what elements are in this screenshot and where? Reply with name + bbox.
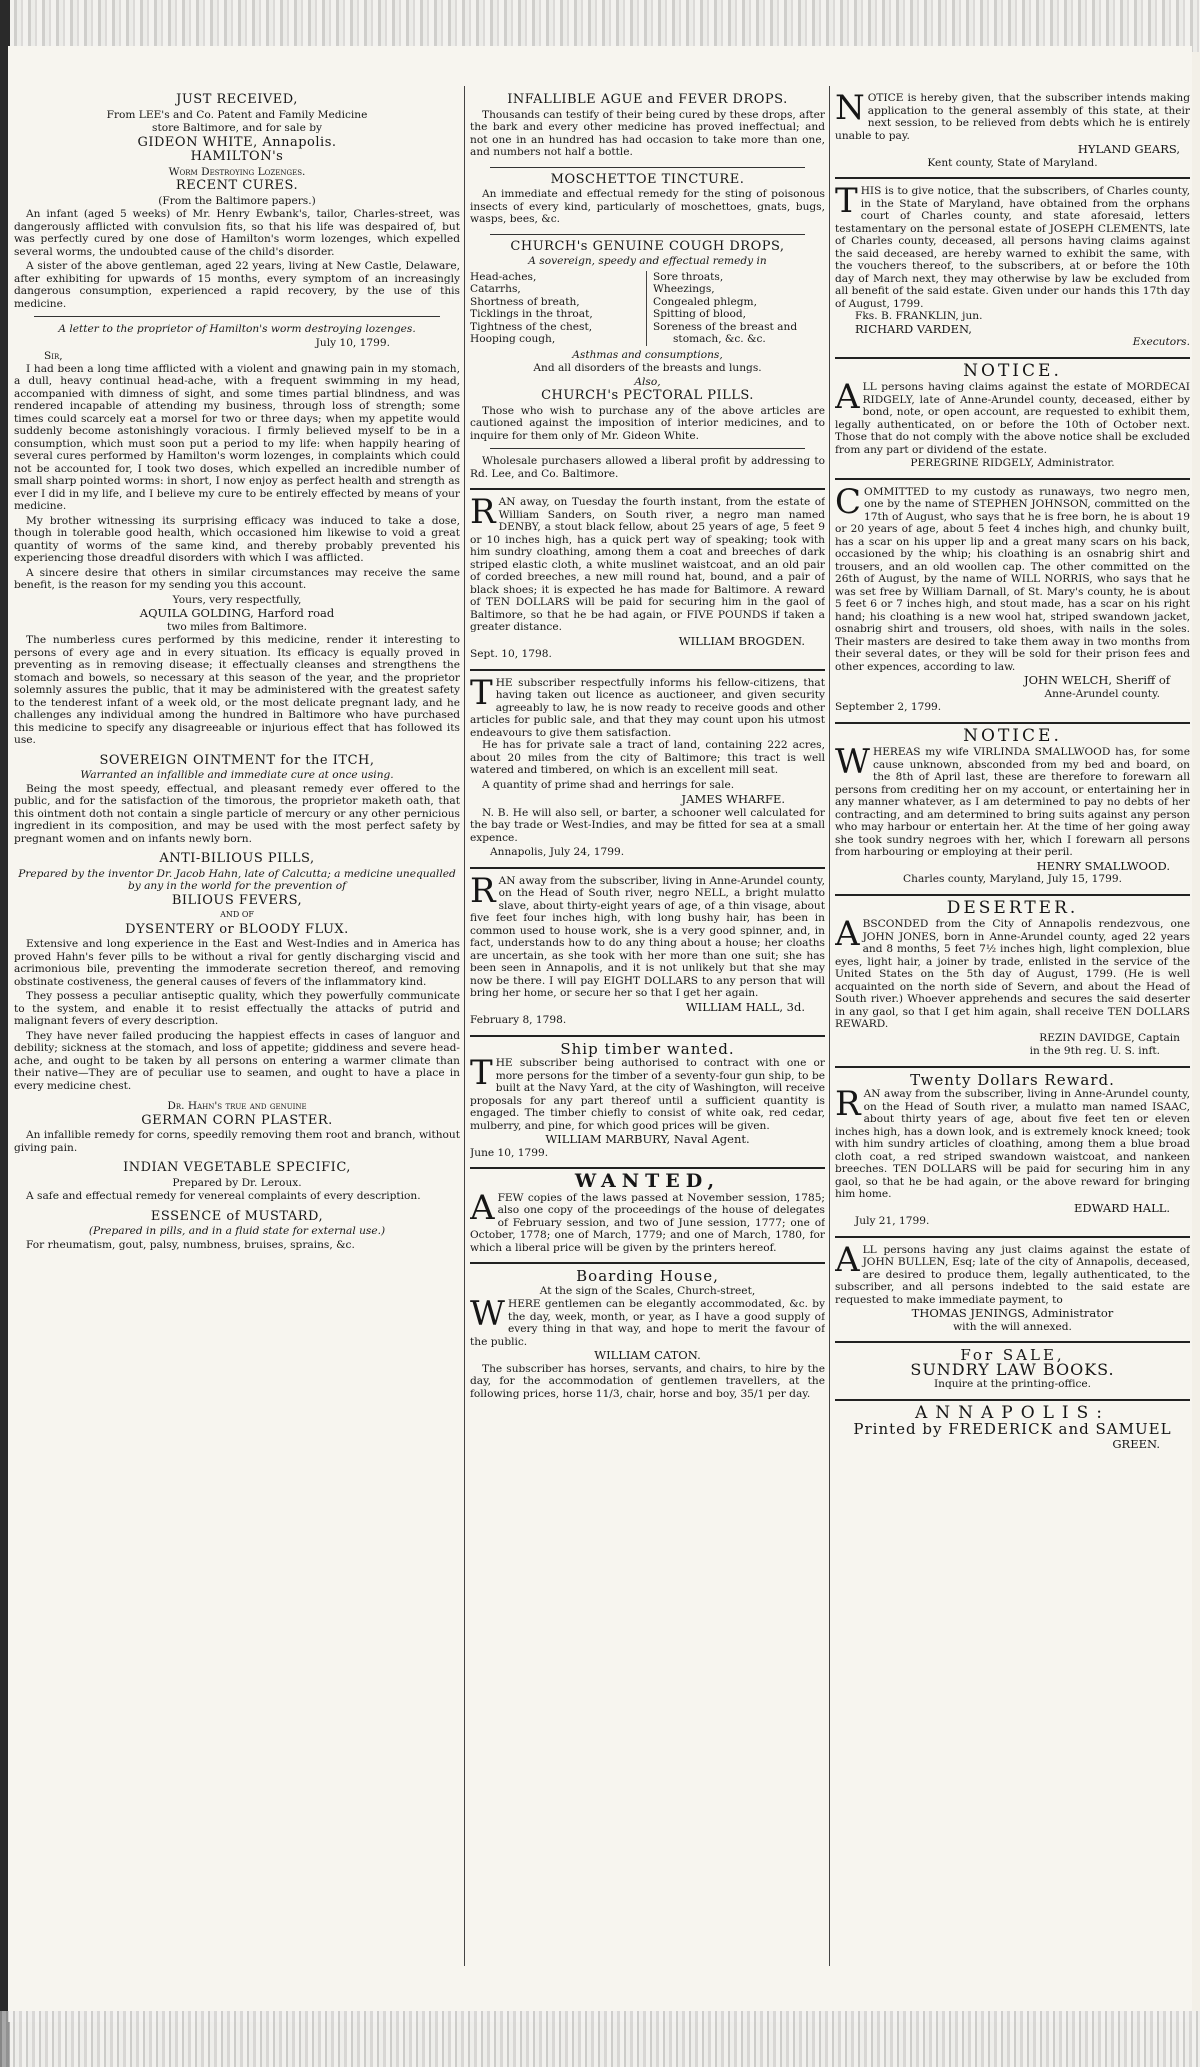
ad-paragraph: RAN away from the subscriber, living in Anne-Arundel county, on the Head of South river, a mulatto man named ISAAC, about thirty years of age, about five feet ten or eleven inches high, has a down look, and is extremely knock kneed; took with him sundry articles of cloathing, among them a blue broad cloth coat, a red striped swandown waistcoat, and nankeen breeches. TEN DOLLARS will be paid for securing him in any gaol, so that he be had again, or the above reward for bringing him home. <box>835 1084 1190 1200</box>
scan-border-top <box>0 0 1200 52</box>
ad-heading: WANTED, <box>574 1170 721 1192</box>
ad-heading: NOTICE. <box>963 725 1062 746</box>
ad-paragraph: RAN away, on Tuesday the fourth instant, from the estate of William Sanders, on South river, a negro man named DENBY, a stout black fellow, about 25 years of age, 5 feet 9 or 10 inches high, has a quick pert way of speaking; took with him sundry cloathing, among them a coat and breeches of dark striped elastic cloth, a white muslinet waistcoat, and an old pair of corded breeches, a new mill round hat, bound, and a pair of black shoes; it is expected he has made for Baltimore. A reward of TEN DOLLARS will be paid for securing him in the gaol of Baltimore, so that he be had again, or FIVE POUNDS if taken a greater distance. <box>470 492 825 633</box>
salutation: Sir, <box>44 350 63 362</box>
ad-signature: with the will annexed. <box>953 1320 1072 1333</box>
ad-paragraph: My brother witnessing its surprising efficacy was induced to take a dose, though in tolerable good health, which occasioned him likewise to void a great quantity of worms of the same kind, and thereby probably prevented his experiencing those dreadful disorders with which I was afflicted. <box>14 514 460 564</box>
ad-subheading: A sovereign, speedy and effectual remedy in <box>528 255 767 267</box>
wharfe-auctioneer-ad <box>470 672 825 859</box>
letter-close: Yours, very respectfully, <box>172 593 302 606</box>
ad-paragraph: The numberless cures performed by this medicine, render it interesting to persons of every age and in every situation. Its efficacy is equally proved in preventing as in removing disease; it effectually cleanses and strengthens the stomach and bowels, so necessary at this season of the year, and the proprietor solemnly assures the public, that it may be administered with the greatest safety to the tenderest infant of a week old, or the most delicate pregnant lady, and he challenges any individual among the hundred in Baltimore who have purchased this medicine to specify any disagreeable or injurious effect that has followed its use. <box>14 634 460 746</box>
ad-subheading: (Prepared in pills, and in a fluid state for external use.) <box>88 1225 386 1237</box>
ailment-list <box>470 271 825 346</box>
ad-paragraph: The subscriber has horses, servants, and chairs, to hire by the day, for the accommodation of gentlemen travellers, at the following prices, horse 11/3, chair, horse and boy, 35/1 per day. <box>470 1362 825 1400</box>
ad-heading: CHURCH's GENUINE COUGH DROPS, <box>510 238 785 254</box>
nell-runaway-ad <box>470 870 825 1027</box>
wanted-ad <box>470 1170 825 1254</box>
ad-subheading: Asthmas and consumptions, <box>572 348 723 361</box>
ad-paragraph: A safe and effectual remedy for venereal complaints of every description. <box>26 1190 421 1202</box>
ad-paragraph: WHEREAS my wife VIRLINDA SMALLWOOD has, for some cause unknown, absconded from my bed and board, on the 8th of April last, these are therefore to forewarn all persons from crediting her on my account, or entertaining her in any manner whatever, as I am determined to pay no debts of her contracting, and am determined to bring suits against any person who may harbour or entertain her. At the time of her going away she took sundry negroes with her, which I forewarn all persons from harbouring or employing at their peril. <box>835 742 1190 858</box>
ad-date: Sept. 10, 1798. <box>470 648 552 660</box>
ad-paragraph: RAN away from the subscriber, living in Anne-Arundel county, on the Head of South river, negro NELL, a bright mulatto slave, about thirty-eight years of age, of a thin visage, about five feet four inches high, with long bushy hair, has been in common used to house work, she is a very good spinner, and, in fact, understands how to do any thing about a house; her cloaths are uncertain, as she took with her more than one suit; she has been seen in Annapolis, and it is not unlikely but that she may now be there. I will pay EIGHT DOLLARS to any person that will bring her home, or secure her so that I get her again. <box>470 870 825 999</box>
list-item: Catarrhs, <box>470 283 521 295</box>
denby-runaway-ad <box>470 492 825 661</box>
ad-paragraph: ABSCONDED from the City of Annapolis rendezvous, one JOHN JONES, born in Anne-Arundel county, aged 22 years and 8 months, 5 feet 7½ inches high, light complexion, blue eyes, light hair, a joiner by trade, enlisted in the service of the United States on the 5th day of August, 1799. (He is well acquainted on the north side of Severn, and about the Head of South river.) Whoever apprehends and secures the said deserter in any gaol, so that I get him again, shall receive TEN DOLLARS REWARD. <box>835 914 1190 1030</box>
ad-paragraph: He has for private sale a tract of land, containing 222 acres, about 20 miles from the city of Baltimore; this tract is well watered and timbered, on which is an excellent mill seat. <box>470 739 825 776</box>
smallwood-notice <box>835 725 1190 886</box>
ad-paragraph: For rheumatism, gout, palsy, numbness, bruises, sprains, &c. <box>26 1238 355 1251</box>
ad-signature: JOHN WELCH, Sheriff of <box>1023 673 1170 687</box>
boarding-house-ad <box>470 1267 825 1400</box>
ailment-list-left <box>470 271 647 346</box>
ad-subheading: Also, <box>634 375 661 388</box>
ad-heading: INDIAN VEGETABLE SPECIFIC, <box>123 1160 351 1175</box>
ad-signature: JAMES WHARFE. <box>681 792 785 806</box>
divider <box>835 478 1190 480</box>
ad-date: June 10, 1799. <box>470 1146 549 1159</box>
ad-heading: INFALLIBLE AGUE and FEVER DROPS. <box>507 92 788 107</box>
ad-subheading: HAMILTON's <box>190 149 284 164</box>
ad-paragraph: A sister of the above gentleman, aged 22 years, living at New Castle, Delaware, after exhibiting for upwards of 15 months, every symptom of an increasingly dangerous consumption, experienced a rapid recovery, by the use of this medicine. <box>14 260 460 310</box>
ad-subheading: DYSENTERY or BLOODY FLUX. <box>125 921 349 937</box>
divider <box>34 316 440 317</box>
ad-subheading: Prepared by the inventor Dr. Jacob Hahn, late of Calcutta; a medicine unequalled by any in the world for the prevention of <box>18 867 456 892</box>
ad-heading: MOSCHETTOE TINCTURE. <box>550 171 745 187</box>
ad-heading: For SALE, <box>960 1346 1065 1364</box>
ad-paragraph: Extensive and long experience in the East and West-Indies and in America has proved Hahn's fever pills to be without a rival for gently discharging viscid and acrimonious bile, preventing the immoderate secretion thereof, and removing obstinate costiveness, the general causes of fevers of the inflammatory kind. <box>14 938 460 988</box>
column-rule <box>464 86 465 1966</box>
ad-subheading: Dr. Hahn's true and genuine <box>167 1100 307 1112</box>
ad-subheading: From LEE's and Co. Patent and Family Medicine <box>106 108 368 121</box>
ship-timber-ad <box>470 1039 825 1160</box>
ad-subheading: Prepared by Dr. Leroux. <box>172 1176 302 1189</box>
ad-paragraph: I had been a long time afflicted with a violent and gnawing pain in my stomach, a dull, heavy continual head-ache, with a frequent swimming in my head, accompanied with dimness of sight, and some times partial blindness, and was rendered incapable of attending my business, through loss of strength; some times could scarcely eat a morsel for two or three days; when my appetite would suddenly become astonishingly voracious. I firmly believed myself to be in a consumption, which must soon put a period to my life: when happily hearing of several cures performed by Hamilton's worm lozenges, in complaints which could not be accounted for, I took two doses, which expelled an incredible number of small sharp pointed worms: in short, I now enjoy as perfect health and strength as ever I did in my life, and I believe my cure to be entirely effected by means of your medicine. <box>14 362 460 512</box>
ad-signature: REZIN DAVIDGE, Captain <box>1039 1031 1180 1044</box>
list-item: Soreness of the breast and <box>653 320 798 333</box>
letter-date: July 10, 1799. <box>315 336 390 349</box>
ad-date: July 21, 1799. <box>855 1215 930 1227</box>
ad-heading: ESSENCE of MUSTARD, <box>150 1208 324 1224</box>
ad-heading: SUNDRY LAW BOOKS. <box>910 1359 1115 1379</box>
mustard-ad <box>14 1208 460 1252</box>
ad-paragraph: THE subscriber respectfully informs his fellow-citizens, that having taken out licence as auctioneer, and given security agreeably to law, he is now ready to receive goods and other articles for public sale, and that they may count upon his utmost endeavours to give them satisfaction. <box>470 672 825 739</box>
ridgely-notice <box>835 360 1190 470</box>
ad-paragraph: An infallible remedy for corns, speedily removing them root and branch, without giving pain. <box>14 1129 460 1154</box>
divider <box>470 867 825 869</box>
printer-imprint <box>835 1402 1190 1451</box>
ad-date: September 2, 1799. <box>835 701 942 713</box>
ad-signature: PEREGRINE RIDGELY, Administrator. <box>910 457 1115 469</box>
ad-subheading: At the sign of the Scales, Church-street, <box>539 1284 756 1297</box>
cough-drops-ad <box>470 238 825 481</box>
column-rule <box>829 86 830 1966</box>
ad-subheading: (From the Baltimore papers.) <box>158 194 316 207</box>
ad-subheading: Inquire at the printing-office. <box>933 1378 1092 1390</box>
ad-paragraph: WHERE gentlemen can be elegantly accommodated, &c. by the day, week, month, or year, as I have a good supply of every thing in that way, and hope to merit the favour of the public. <box>470 1294 825 1348</box>
letter-signer-location: two miles from Baltimore. <box>167 620 307 633</box>
ad-location: Kent county, State of Maryland. <box>927 156 1098 169</box>
list-item: Wheezings, <box>653 283 715 295</box>
divider <box>835 177 1190 179</box>
imprint-printers: Printed by FREDERICK and SAMUEL <box>853 1420 1172 1438</box>
ad-signature: Fks. B. FRANKLIN, jun. <box>855 310 983 322</box>
divider <box>835 1341 1190 1343</box>
ad-paragraph: Thousands can testify of their being cured by these drops, after the bark and every other medicine has proved ineffectual; and not one in an hundred has had occasion to take more than one, and numbers not half a bottle. <box>470 108 825 158</box>
indian-specific-ad <box>14 1162 460 1203</box>
ad-signature: HYLAND GEARS, <box>1077 142 1180 156</box>
deserter-notice <box>835 897 1190 1058</box>
ad-heading: SOVEREIGN OINTMENT for the ITCH, <box>99 752 375 768</box>
imprint-city: ANNAPOLIS: <box>914 1402 1111 1423</box>
ad-subheading: store Baltimore, and for sale by <box>152 122 322 134</box>
ad-heading: JUST RECEIVED, <box>176 92 298 107</box>
welch-committed-notice <box>835 481 1190 714</box>
clements-estate-notice <box>835 181 1190 349</box>
ad-signature: in the 9th reg. U. S. inft. <box>1029 1045 1160 1057</box>
ad-paragraph: THE subscriber being authorised to contract with one or more persons for the timber of a seventy-four gun ship, to be built at the Navy Yard, at the city of Washington, will receive proposals for any part thereof until a sufficient quantity is engaged. The timber chiefly to consist of white oak, red cedar, mulberry, and pine, for which good prices will be given. <box>470 1053 825 1132</box>
ad-signature: RICHARD VARDEN, <box>855 321 972 336</box>
ad-paragraph: ALL persons having any just claims against the estate of JOHN BULLEN, Esq; late of the city of Annapolis, deceased, are desired to produce them, legally authenticated, to the subscriber, and all persons indebted to the said estate are requested to make immediate payment, to <box>835 1239 1190 1306</box>
ague-drops-ad <box>470 94 825 159</box>
ad-signature: EDWARD HALL. <box>1074 1200 1170 1215</box>
divider <box>470 669 825 671</box>
ad-paragraph: They have never failed producing the happiest effects in cases of languor and debility; sickness at the stomach, and loss of appetite; giddiness and severe head-ache, and ought to be taken by all persons on entering a warmer climate than their native—They are of peculiar use to seamen, and ought to have a place in every medicine chest. <box>14 1029 460 1092</box>
ad-paragraph: N. B. He will also sell, or barter, a schooner well calculated for the bay trade or West-Indies, and may be fitted for sea at a small expence. <box>470 806 825 844</box>
ad-heading: ANTI-BILIOUS PILLS, <box>159 851 315 866</box>
ad-heading: DESERTER. <box>946 897 1079 918</box>
ad-heading: Ship timber wanted. <box>560 1039 735 1058</box>
list-item: Hooping cough, <box>470 333 556 345</box>
isaac-runaway-ad <box>835 1070 1190 1228</box>
list-item: stomach, &c. &c. <box>673 333 766 345</box>
divider <box>490 167 805 168</box>
ad-heading: NOTICE. <box>963 360 1062 381</box>
antibilious-ad <box>14 853 460 1092</box>
ad-subheading: GIDEON WHITE, Annapolis. <box>137 134 337 150</box>
ad-signature: WILLIAM MARBURY, Naval Agent. <box>545 1132 750 1146</box>
law-books-ad <box>835 1346 1190 1391</box>
ad-paragraph: ALL persons having claims against the estate of MORDECAI RIDGELY, late of Anne-Arundel county, deceased, either by bond, note, or open account, are requested to exhibit them, legally authenticated, on or before the 10th of October next. Those that do not comply with the above notice shall be excluded from any part or dividend of the estate. <box>835 377 1190 456</box>
divider <box>835 722 1190 724</box>
ad-signature-role: Executors. <box>1132 336 1190 348</box>
moschettoe-ad <box>470 171 825 226</box>
divider <box>835 357 1190 359</box>
ad-signature: Anne-Arundel county. <box>1044 687 1160 700</box>
ad-location: Charles county, Maryland, July 15, 1799. <box>903 873 1122 885</box>
ad-subheading: BILIOUS FEVERS, <box>171 892 303 908</box>
ointment-ad <box>14 752 460 846</box>
ad-heading: Twenty Dollars Reward. <box>910 1070 1115 1089</box>
hamilton-ad <box>14 94 460 747</box>
ad-subheading: Worm Destroying Lozenges. <box>168 165 306 178</box>
corn-plaster-ad <box>14 1100 460 1154</box>
ad-signature: THOMAS JENINGS, Administrator <box>911 1306 1114 1320</box>
letter-heading: A letter to the proprietor of Hamilton's worm destroying lozenges. <box>58 323 416 335</box>
ad-paragraph: They possess a peculiar antiseptic quality, which they powerfully communicate to the system, and enable it to resist effectually the attacks of putrid and malignant fevers of every description. <box>14 990 460 1027</box>
ad-signature: HENRY SMALLWOOD. <box>1036 858 1170 873</box>
ailment-list-right <box>647 271 825 346</box>
ad-subheading: And all disorders of the breasts and lungs. <box>533 362 762 374</box>
ad-subheading: Warranted an infallible and immediate cure at once using. <box>80 769 394 781</box>
ad-heading: CHURCH's PECTORAL PILLS. <box>541 388 754 403</box>
divider <box>835 894 1190 896</box>
divider <box>470 1035 825 1037</box>
list-item: Tightness of the chest, <box>470 320 593 333</box>
divider <box>470 1167 825 1169</box>
divider <box>835 1236 1190 1238</box>
divider <box>470 488 825 490</box>
ad-paragraph: Wholesale purchasers allowed a liberal profit by addressing to Rd. Lee, and Co. Baltimore. <box>470 455 825 480</box>
ad-subheading: RECENT CURES. <box>175 178 299 193</box>
ad-date: Annapolis, July 24, 1799. <box>490 846 625 858</box>
bullen-estate-notice <box>835 1239 1190 1334</box>
letter-signer: AQUILA GOLDING, Harford road <box>139 606 335 620</box>
ad-signature: WILLIAM BROGDEN. <box>678 633 805 648</box>
ad-paragraph: An immediate and effectual remedy for the sting of poisonous insects of every kind, particularly of moschettoes, gnats, bugs, wasps, bees, &c. <box>470 188 825 225</box>
list-item: Sore throats, <box>653 270 724 283</box>
divider <box>835 1399 1190 1401</box>
ad-paragraph: Being the most speedy, effectual, and pleasant remedy ever offered to the public, and for the satisfaction of the timorous, the proprietor maketh oath, that this ointment doth not contain a single particle of mercury or any other pernicious ingredient in its composition, and may be used with the most perfect safety by pregnant women and on infants newly born. <box>14 782 460 845</box>
divider <box>490 234 805 235</box>
ad-date: February 8, 1798. <box>470 1014 567 1026</box>
column-2 <box>470 92 825 1408</box>
column-1 <box>14 92 460 1259</box>
ad-paragraph: THIS is to give notice, that the subscribers, of Charles county, in the State of Maryland, have obtained from the orphans court of Charles county, and state aforesaid, letters testamentary on the personal estate of JOSEPH CLEMENTS, late of Charles county, deceased, all persons having claims against the said deceased, are hereby warned to exhibit the same, with the vouchers thereof, to the subscribers, at or before the 10th day of March next, they may otherwise by law be excluded from all benefit of the said estate. Given under our hands this 17th day of August, 1799. <box>835 181 1190 310</box>
scan-border-bottom <box>0 2011 1200 2067</box>
column-3 <box>835 92 1190 1458</box>
list-item: Spitting of blood, <box>653 308 747 320</box>
divider <box>470 1262 825 1264</box>
ad-paragraph: NOTICE is hereby given, that the subscriber intends making application to the general assembly of this state, at their next session, to be relieved from debts which he is entirely unable to pay. <box>835 92 1190 142</box>
ad-paragraph: COMMITTED to my custody as runaways, two negro men, one by the name of STEPHEN JOHNSON, committed on the 17th of August, who says that he is free born, he is about 19 or 20 years of age, about 5 feet 4 inches high, and chunky built, has a scar on his upper lip and a great many scars on his back, occasioned by the whip; his cloathing is an osnabrig shirt and trousers, and an old woollen cap. The other committed on the 26th of August, by the name of WILL NORRIS, who says that he was set free by William Darnall, of St. Mary's county, he is about 5 feet 6 or 7 inches high, and stout made, has a scar on his right hand; his cloathing is a new wool hat, striped swandown jacket, osnabrig shirt and trousers, old shoes, with nails in the soles. Their masters are desired to take them away in two months from their several dates, or they will be sold for their prison fees and other expences, according to law. <box>835 481 1190 673</box>
ad-paragraph: A quantity of prime shad and herrings for sale. <box>482 778 735 791</box>
ad-paragraph: AFEW copies of the laws passed at November session, 1785; also one copy of the proceedings of the house of delegates of February session, and two of June session, 1777; one of October, 1778; one of March, 1779; and one of March, 1780, for which a liberal price will be given by the printers hereof. <box>470 1187 825 1254</box>
ad-heading: Boarding House, <box>576 1267 719 1285</box>
ad-heading: GERMAN CORN PLASTER. <box>141 1112 333 1128</box>
ad-paragraph: Those who wish to purchase any of the above articles are cautioned against the imposition of interior medicines, and to inquire for them only of Mr. Gideon White. <box>470 404 825 442</box>
ad-signature: WILLIAM CATON. <box>594 1348 701 1362</box>
list-item: Ticklings in the throat, <box>470 308 593 320</box>
ad-signature: WILLIAM HALL, 3d. <box>685 999 805 1014</box>
divider <box>835 1066 1190 1068</box>
list-item: Head-aches, <box>470 270 537 283</box>
imprint-printers: GREEN. <box>1112 1436 1160 1451</box>
list-item: Congealed phlegm, <box>653 295 757 308</box>
gears-notice <box>835 92 1190 169</box>
ad-paragraph: A sincere desire that others in similar circumstances may receive the same benefit, is the reason for my sending you this account. <box>14 566 460 591</box>
ad-subheading: AND OF <box>220 910 254 919</box>
ad-paragraph: An infant (aged 5 weeks) of Mr. Henry Ewbank's, tailor, Charles-street, was dangerously afflicted with convulsion fits, so that his life was despaired of, but was perfectly cured by one dose of Hamilton's worm lozenges, which expelled several worms, the undoubted cause of the child's disorder. <box>14 208 460 258</box>
divider <box>490 448 805 449</box>
list-item: Shortness of breath, <box>470 295 580 308</box>
